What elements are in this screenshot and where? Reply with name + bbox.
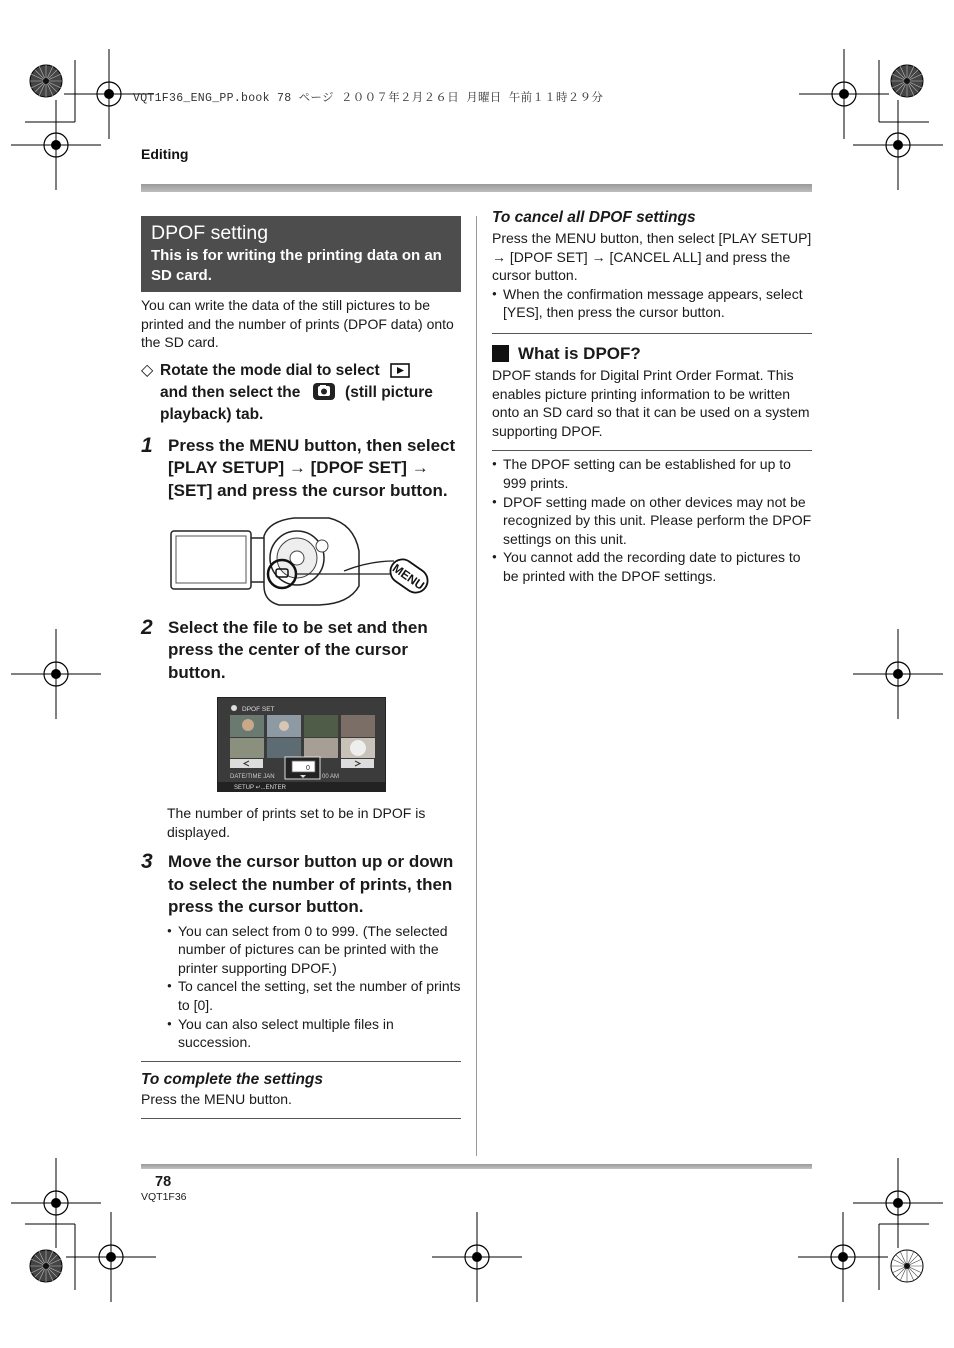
step-1-number: 1 [141,433,153,457]
title-box [141,216,461,292]
step-3 [141,851,461,918]
cancel-all-notes [492,285,812,322]
divider [141,1118,461,1119]
screen-footer: SETUP ↵...ENTER [234,785,286,792]
list-item: ● You cannot add the recording date to pictures to be printed with the DPOF settings. [492,548,812,585]
divider [492,333,812,334]
divider [141,1061,461,1062]
print-rosette-bottom-left [29,1249,63,1283]
step-3-text: Move the cursor button up or down to select the number of prints, then press the cursor button. [168,852,454,917]
left-column [141,216,461,1119]
square-bullet-icon [492,345,509,362]
step-1 [141,435,461,502]
print-rosette-top-left [29,64,63,98]
list-item: ● DPOF setting made on other devices may not be recognized by this unit. Please perform the DPOF settings on this unit. [492,493,812,549]
screen-title: DPOF SET [242,706,275,714]
what-is-dpof-title: What is DPOF? [518,343,641,363]
print-count-field[interactable] [292,761,315,772]
print-rosette-bottom-right [890,1249,924,1283]
list-item: ● You can select from 0 to 999. (The selected number of pictures can be printed with the printer supporting DPOF.) [167,922,461,978]
page-title: DPOF setting [151,222,269,244]
menu-button-label: MENU [389,560,427,593]
playback-mode-icon [390,363,410,378]
what-is-dpof-text: DPOF stands for Digital Print Order Format. This enables picture printing information to be written onto an SD card so that it can be used on a system supporting DPOF. [492,366,810,439]
page-number: 78 [155,1174,172,1190]
step-1-text: Press the MENU button, then select [PLAY SETUP] → [DPOF SET] → [SET] and press the cursor button. [168,435,456,500]
footer-rule [141,1164,812,1169]
intro-paragraph: You can write the data of the still pictures to be printed and the number of prints (DPOF data) onto the SD card. [141,297,454,351]
camcorder-menu-button-illustration [169,516,431,606]
screen-caption: The number of prints set to be in DPOF is displayed. [167,805,426,840]
next-arrow-button[interactable] [341,759,374,768]
mode-dial-text-2: and then select the [160,383,301,401]
complete-settings-text: Press the MENU button. [141,1090,292,1107]
mode-dial-instruction [141,360,461,426]
cancel-all-text: Press the MENU button, then select [PLAY SETUP] → [DPOF SET] → [CANCEL ALL] and press the cursor button. [492,230,812,284]
what-is-dpof-heading [492,343,812,365]
step-3-number: 3 [141,850,153,874]
dpof-set-screen [217,697,386,792]
list-item: ● You can also select multiple files in succession. [167,1015,461,1052]
column-divider [476,216,477,1156]
list-item: ● The DPOF setting can be established for up to 999 prints. [492,455,812,492]
section-label: Editing [141,146,189,162]
mode-dial-text-1: Rotate the mode dial to select [160,361,380,379]
prev-arrow-button[interactable] [230,759,263,768]
list-item: ● To cancel the setting, set the number of prints to [0]. [167,977,461,1014]
list-item: ● When the confirmation message appears, select [YES], then press the cursor button. [492,285,812,322]
print-count-value: 0 [306,765,310,773]
still-camera-icon [313,383,335,400]
print-metadata-line: VQT1F36_ENG_PP.book 78 ページ ２００７年２月２６日 月曜日 午前１１時２９分 [133,92,604,105]
step-3-notes [167,922,461,1052]
screen-date-right: 00 AM [322,774,340,781]
document-code: VQT1F36 [141,1191,187,1203]
diamond-bullet-icon: ◇ [141,361,154,379]
step-2 [141,617,461,684]
step-2-text: Select the file to be set and then press the center of the cursor button. [168,618,428,682]
right-column [492,208,812,586]
page-subtitle: This is for writing the printing data on an SD card. [151,247,442,284]
screen-date-left: DATE/TIME JAN [230,774,275,781]
header-rule [141,184,812,192]
mode-dial-text-3: (still picture playback) tab. [160,383,433,423]
step-2-number: 2 [141,616,153,639]
dpof-notes [492,455,812,585]
print-rosette-top-right [890,64,924,98]
complete-settings-heading: To complete the settings [141,1070,324,1088]
cancel-all-heading: To cancel all DPOF settings [492,209,696,226]
divider [492,450,812,451]
